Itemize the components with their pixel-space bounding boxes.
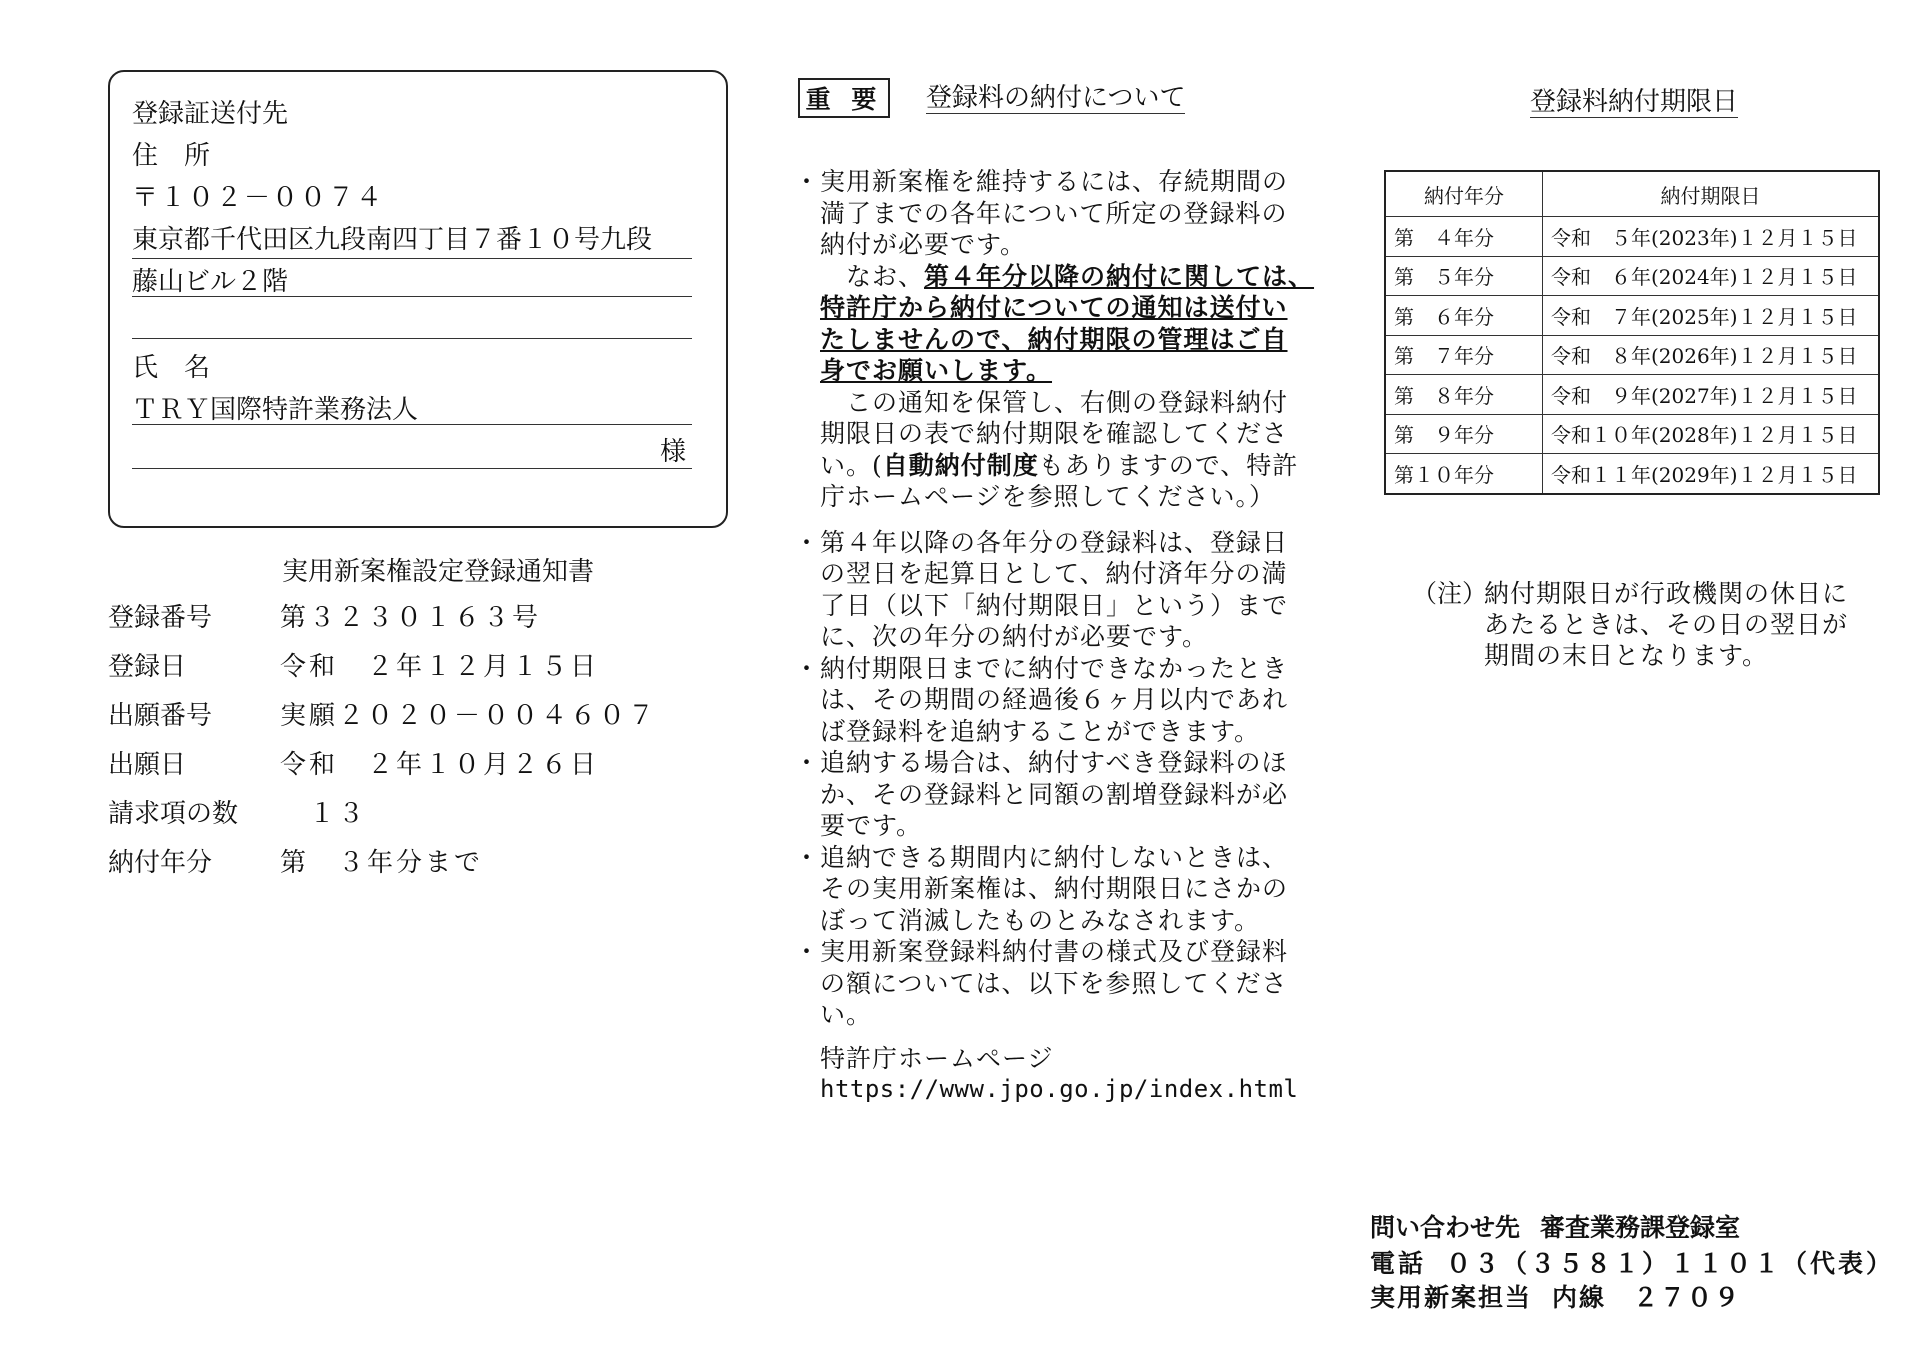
cell-date: 令和１１年(2029年)１２月１５日 [1543,454,1880,494]
contact-value: 審査業務課登録室 [1540,1213,1741,1242]
bullet-icon: ・ [794,527,821,557]
table-row [1385,375,1879,415]
table-row [1385,335,1879,375]
text-line [820,450,1340,482]
cell-year: 第 ６年分 [1385,296,1543,336]
recipient-name: ＴＲＹ国際特許業務法人 [132,395,419,425]
text-line: 納付期限日までに納付できなかったとき [820,653,1289,683]
field-value: 第３２３０１６３号 [280,603,542,633]
address-line2: 藤山ビル２階 [132,267,289,297]
cell-year: 第 ７年分 [1385,335,1543,375]
name-rule-2 [132,468,692,469]
text-line: 納付が必要です。 [820,230,1027,259]
field-value: 令和 ２年１２月１５日 [280,652,600,682]
bullet-icon: ・ [794,842,821,872]
field-label: 登録日 [108,652,187,682]
field-value: １３ [280,799,368,829]
text-line-bold: 身でお願いします。 [820,356,1053,385]
text-line-bold: 特許庁から納付についての通知は送付い [820,293,1288,322]
text-line: 実用新案登録料納付書の様式及び登録料 [820,937,1289,966]
note-prefix: （注） [1412,579,1488,608]
contact-line3 [1370,1282,1741,1313]
text-line: 期間の末日となります。 [1484,641,1769,670]
text-line-bold: たしませんので、納付期限の管理はご自 [820,324,1288,354]
text-line: 要です。 [820,811,923,840]
field-label: 出願日 [108,750,187,780]
text-line: ぼって消滅したものとみなされます。 [820,905,1261,935]
notice-title: 実用新案権設定登録通知書 [282,557,595,587]
contact-label: 実用新案担当 [1370,1283,1533,1312]
contact-line2 [1370,1248,1894,1279]
homepage-label: 特許庁ホームページ [820,1043,1054,1073]
text-line: 満了までの各年について所定の登録料の [820,198,1288,228]
cell-date: 令和 ８年(2026年)１２月１５日 [1543,335,1880,375]
name-label: 氏 名 [132,353,211,383]
contact-label: 問い合わせ先 [1370,1213,1521,1242]
text-line: あたるときは、その日の翌日が [1484,610,1849,639]
text-line: の翌日を起算日として、納付済年分の満 [820,559,1288,588]
table-row [1385,256,1879,296]
bullet-block [794,653,1340,748]
contact-value: ０３（３５８１）１１０１（代表） [1446,1249,1895,1278]
cell-date: 令和 ６年(2024年)１２月１５日 [1543,256,1880,296]
bullet-block [794,936,1340,1031]
bullet-icon: ・ [794,653,821,683]
deadline-title [1530,86,1738,118]
note-text [1484,578,1848,671]
table-header-row [1385,171,1879,217]
text-line: 納付期限日が行政機関の休日に [1484,579,1849,608]
text-line: の額については、以下を参照してくださ [820,968,1288,998]
col-header: 納付期限日 [1543,171,1880,217]
field-label: 請求項の数 [108,799,239,829]
text-plain: なお、 [820,261,925,291]
text-line: その実用新案権は、納付期限日にさかの [820,874,1289,903]
bullet-icon: ・ [794,167,821,196]
cell-year: 第 ８年分 [1385,375,1543,415]
text-line: い。 [820,1000,873,1029]
postal-code: 〒１０２－００７４ [132,183,385,213]
text-line: ば登録料を追納することができます。 [820,716,1261,746]
text-line: 追納する場合は、納付すべき登録料のほ [820,748,1288,777]
bullet-block [794,842,1340,937]
cell-date: 令和 ７年(2025年)１２月１５日 [1543,296,1880,336]
cell-year: 第 ４年分 [1385,217,1543,257]
homepage-url[interactable]: https://www.jpo.go.jp/index.html [820,1075,1299,1103]
text-bold: 自動納付制度 [882,450,1039,480]
contact-line1 [1370,1212,1740,1243]
cell-year: 第１０年分 [1385,454,1543,494]
cell-year: 第 ５年分 [1385,256,1543,296]
field-label: 出願番号 [108,701,213,731]
text-line: に、次の年分の納付が必要です。 [820,622,1209,651]
important-title [926,82,1185,114]
table-row [1385,296,1879,336]
text-line: この通知を保管し、右側の登録料納付 [820,387,1289,417]
important-body [794,166,1340,1106]
cell-date: 令和 ９年(2027年)１２月１５日 [1543,375,1880,415]
address-rule-1 [132,258,692,259]
table-row [1385,217,1879,257]
contact-label: 電話 [1370,1249,1427,1278]
cell-date: 令和 ５年(2023年)１２月１５日 [1543,217,1880,257]
text-line: は、その期間の経過後６ヶ月以内であれ [820,685,1289,714]
text-line [820,261,1340,293]
important-badge: 重 要 [798,78,890,118]
text-plain: もありますので、特許 [1038,450,1299,480]
important-title-text: 登録料の納付について [926,83,1186,113]
text-bold: 第４年分以降の納付に関しては、 [924,261,1315,291]
text-line: 了日（以下「納付期限日」という）まで [820,590,1289,620]
text-line: 第４年以降の各年分の登録料は、登録日 [820,527,1289,557]
table-row [1385,454,1879,494]
recipient-heading: 登録証送付先 [132,99,289,129]
col-header: 納付年分 [1385,171,1543,217]
bullet-block [794,527,1340,653]
cell-date: 令和１０年(2028年)１２月１５日 [1543,414,1880,454]
field-value: 第 ３年分まで [280,848,484,878]
bullet-block [794,747,1340,842]
name-rule-1 [132,424,692,425]
honorific: 様 [660,437,687,467]
text-line: 実用新案権を維持するには、存続期間の [820,167,1289,196]
address-label: 住 所 [132,141,211,171]
text-line: 庁ホームページを参照してください。） [820,482,1276,511]
deadline-title-text: 登録料納付期限日 [1530,87,1739,117]
address-rule-3 [132,338,692,339]
field-label: 納付年分 [108,848,213,878]
bullet-icon: ・ [794,937,821,966]
text-line: か、その登録料と同額の割増登録料が必 [820,779,1289,809]
text-line: 期限日の表で納付期限を確認してくださ [820,419,1289,448]
text-line: 追納できる期間内に納付しないときは、 [820,842,1289,872]
text-plain: い。( [820,450,883,480]
table-row [1385,414,1879,454]
field-label: 登録番号 [108,603,213,633]
cell-year: 第 ９年分 [1385,414,1543,454]
address-line1: 東京都千代田区九段南四丁目７番１０号九段 [132,225,653,255]
deadline-table [1384,170,1880,495]
recipient-box [108,70,728,528]
bullet-icon: ・ [794,748,821,777]
address-rule-2 [132,296,692,297]
field-value: 実願２０２０－００４６０７ [280,701,658,731]
field-value: 令和 ２年１０月２６日 [280,750,600,780]
contact-value: 内線 ２７０９ [1552,1283,1742,1312]
